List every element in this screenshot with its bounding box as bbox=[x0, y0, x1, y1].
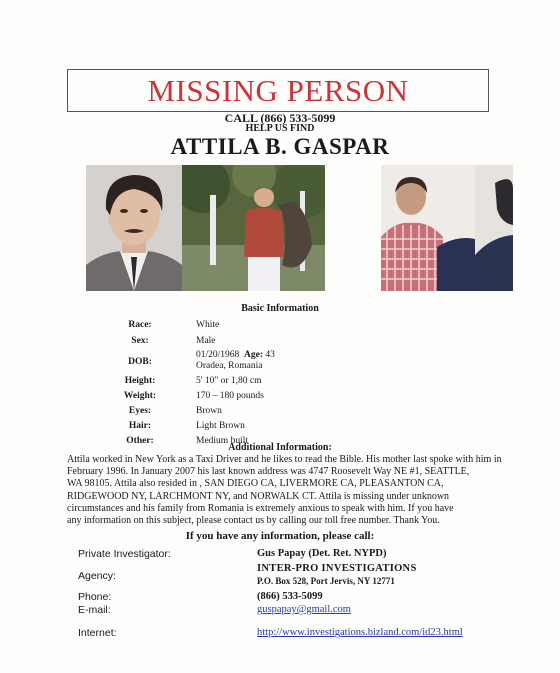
eyes-value: Brown bbox=[196, 406, 222, 416]
paragraph-line: Attila worked in New York as a Taxi Driver and he likes to read the Bible. His mother last spoke with him in bbox=[67, 454, 502, 465]
paragraph-line: circumstances and his family from Romania is extremely anxious to speak with him. If you have bbox=[67, 502, 454, 514]
race-label: Race: bbox=[128, 320, 152, 330]
race-value: White bbox=[196, 320, 220, 330]
sex-label: Sex: bbox=[131, 336, 149, 346]
phone-value: (866) 533-5099 bbox=[257, 591, 323, 602]
agency-label: Agency: bbox=[78, 570, 116, 582]
help-us-find: HELP US FIND bbox=[245, 123, 315, 134]
height-label: Height: bbox=[124, 376, 156, 386]
hair-value: Light Brown bbox=[196, 421, 245, 431]
internet-label: Internet: bbox=[78, 627, 117, 639]
height-value: 5' 10" or 1,80 cm bbox=[196, 376, 262, 386]
email-link[interactable]: guspapay@gmail.com bbox=[257, 604, 351, 615]
paragraph-line: February 1996. In January 2007 his last known address was 4747 Roosevelt Way NE #1, SEATTLE, bbox=[67, 466, 470, 478]
weight-value: 170 – 180 pounds bbox=[196, 391, 264, 401]
eyes-label: Eyes: bbox=[128, 406, 152, 416]
park-photo bbox=[182, 165, 325, 291]
other-value: Medium built bbox=[196, 436, 248, 446]
hair-label: Hair: bbox=[128, 421, 152, 431]
title-box bbox=[67, 69, 489, 112]
email-label: E-mail: bbox=[78, 604, 111, 616]
pi-value: Gus Papay (Det. Ret. NYPD) bbox=[257, 548, 387, 559]
missing-person-name: ATTILA B. GASPAR bbox=[170, 134, 390, 159]
poster-title: MISSING PERSON bbox=[147, 72, 409, 108]
dob-value bbox=[196, 350, 275, 361]
birthplace-value: Oradea, Romania bbox=[196, 361, 263, 371]
call-number: CALL (866) 533-5099 bbox=[224, 111, 336, 125]
dob-date: 01/20/1968 bbox=[196, 350, 240, 360]
basic-info-title: Basic Information bbox=[241, 303, 319, 314]
phone-label: Phone: bbox=[78, 591, 112, 603]
contact-title: If you have any information, please call: bbox=[185, 530, 375, 542]
additional-info-title: Additional Information: bbox=[228, 442, 332, 453]
pi-label: Private Investigator: bbox=[78, 548, 171, 560]
other-label: Other: bbox=[126, 436, 154, 446]
additional-info-paragraph bbox=[67, 454, 507, 527]
group-photo bbox=[381, 165, 475, 291]
portrait-photo bbox=[86, 165, 182, 291]
weight-label: Weight: bbox=[123, 391, 157, 401]
paragraph-line: RIDGEWOOD NY, LARCHMONT NY, and NORWALK CT. Attila is missing under unknown bbox=[67, 490, 450, 502]
sex-value: Male bbox=[196, 336, 216, 346]
website-link[interactable]: http://www.investigations.bizland.com/id23.html bbox=[257, 627, 463, 638]
agency-value: INTER-PRO INVESTIGATIONS bbox=[257, 563, 417, 574]
age-value: 43 bbox=[265, 350, 275, 360]
age-label: Age: bbox=[244, 350, 264, 360]
paragraph-line: any information on this subject, please contact us by calling our toll free number. Thank You. bbox=[67, 515, 440, 527]
dob-label: DOB: bbox=[128, 357, 152, 367]
paragraph-line: WA 98105. Attila also resided in , SAN DIEGO CA, LIVERMORE CA, PLEASANTON CA, bbox=[67, 478, 444, 490]
agency-address: P.O. Box 528, Port Jervis, NY 12771 bbox=[257, 576, 395, 586]
group-photo-right bbox=[475, 165, 513, 291]
